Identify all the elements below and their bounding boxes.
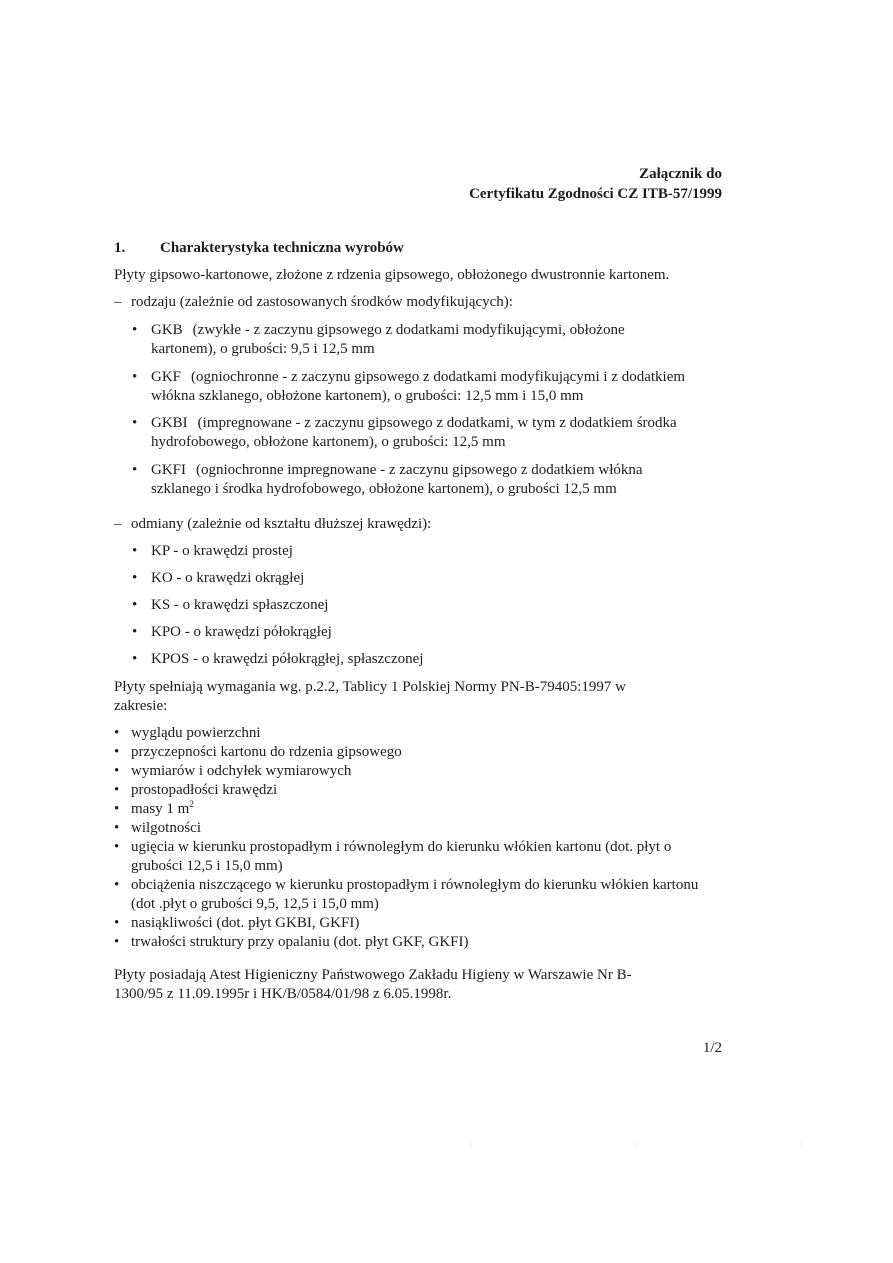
requirement-text: obciążenia niszczącego w kierunku prostopadłym i równoległym do kierunku włókien kartonu (dot .płyt o grubości 9,5, 12,5 i 15,0 mm) [131, 877, 699, 912]
variants-heading-text: odmiany (zależnie od kształtu dłuższej krawędzi): [131, 516, 432, 532]
bullet-icon: • [114, 725, 120, 741]
section-heading [114, 239, 404, 258]
requirement-text: wymiarów i odchyłek wymiarowych [131, 763, 352, 779]
variant-text: KPO - o krawędzi półokrągłej [151, 624, 332, 640]
requirement-text: wyglądu powierzchni [131, 725, 261, 741]
bullet-icon: • [114, 782, 120, 798]
bullet-icon: • [132, 369, 138, 385]
variant-item [132, 623, 727, 642]
requirement-item [114, 876, 724, 914]
section-title: Charakterystyka techniczna wyrobów [160, 240, 404, 256]
variant-item [132, 596, 727, 615]
variant-text: KP - o krawędzi prostej [151, 543, 293, 559]
type-code: GKFI [151, 462, 187, 478]
bullet-icon: • [132, 624, 138, 640]
requirement-text: masy 1 m [131, 801, 190, 817]
requirement-text: wilgotności [131, 820, 201, 836]
bullet-icon: • [114, 763, 120, 779]
requirement-text: przyczepności kartonu do rdzenia gipsowego [131, 744, 402, 760]
requirement-item [114, 781, 724, 800]
requirement-item [114, 800, 724, 819]
type-code: GKF [151, 369, 182, 385]
bullet-icon: • [132, 570, 138, 586]
variant-item [132, 650, 727, 669]
bullet-icon: • [114, 744, 120, 760]
variant-item [132, 569, 727, 588]
variant-text: KO - o krawędzi okrągłej [151, 570, 305, 586]
bullet-icon: • [132, 322, 138, 338]
bullet-icon: • [114, 820, 120, 836]
requirement-text: ugięcia w kierunku prostopadłym i równoległym do kierunku włókien kartonu (dot. płyt o grubości 12,5 i 15,0 mm) [131, 839, 672, 874]
bullet-icon: • [114, 934, 120, 950]
requirement-item [114, 933, 724, 952]
type-description: (ogniochronne - z zaczynu gipsowego z dodatkami modyfikującymi i z dodatkiem włókna szklanego, obłożone kartonem), o grubości: 12,5 mm i 15,0 mm [151, 369, 686, 404]
bullet-icon: • [114, 915, 120, 931]
requirement-text: prostopadłości krawędzi [131, 782, 278, 798]
requirement-item [114, 724, 724, 743]
variant-item [132, 542, 727, 561]
bullet-icon: • [132, 597, 138, 613]
type-code: GKB [151, 322, 183, 338]
bullet-icon: • [132, 651, 138, 667]
requirement-item [114, 743, 724, 762]
variants-heading [114, 515, 431, 534]
bullet-icon: • [132, 415, 138, 431]
variant-text: KPOS - o krawędzi półokrągłej, spłaszczonej [151, 651, 424, 667]
type-description: (ogniochronne impregnowane - z zaczynu gipsowego z dodatkiem włókna szklanego i środka hydrofobowego, obłożone kartonem), o grubości 12,5 mm [151, 462, 643, 497]
scan-specks: · · · [470, 1140, 882, 1149]
type-description: (impregnowane - z zaczynu gipsowego z dodatkami, w tym z dodatkiem środka hydrofobowego, obłożone kartonem), o grubości: 12,5 mm [151, 415, 677, 450]
requirements-intro: Płyty spełniają wymagania wg. p.2.2, Tablicy 1 Polskiej Normy PN-B-79405:1997 w zakresie: [114, 679, 626, 714]
type-item [132, 461, 702, 499]
attachment-header [469, 164, 722, 204]
bullet-icon: • [114, 801, 120, 817]
type-code: GKBI [151, 415, 188, 431]
requirement-item [114, 914, 724, 933]
type-item [132, 414, 732, 452]
superscript-two: 2 [189, 799, 194, 809]
type-description: (zwykłe - z zaczynu gipsowego z dodatkami modyfikującymi, obłożone kartonem), o grubości: 9,5 i 12,5 mm [151, 322, 625, 357]
requirement-text: nasiąkliwości (dot. płyt GKBI, GKFI) [131, 915, 360, 931]
type-item [132, 368, 702, 406]
intro-paragraph: Płyty gipsowo-kartonowe, złożone z rdzenia gipsowego, obłożonego dwustronnie kartonem. [114, 267, 670, 283]
requirement-text: trwałości struktury przy opalaniu (dot. płyt GKF, GKFI) [131, 934, 469, 950]
page-number: 1/2 [702, 1040, 722, 1056]
type-item [132, 321, 692, 359]
requirement-item [114, 819, 724, 838]
variant-text: KS - o krawędzi spłaszczonej [151, 597, 329, 613]
requirement-item [114, 838, 724, 876]
section-number: 1. [114, 240, 126, 256]
certificate-reference: Certyfikatu Zgodności CZ ITB-57/1999 [469, 186, 722, 202]
types-heading [114, 293, 513, 312]
types-heading-text: rodzaju (zależnie od zastosowanych środków modyfikujących): [131, 294, 513, 310]
bullet-icon: • [132, 543, 138, 559]
hygiene-certificate-paragraph: Płyty posiadają Atest Higieniczny Państwowego Zakładu Higieny w Warszawie Nr B-1300/95 z 11.09.1995r i HK/B/0584/01/98 z 6.05.1998r. [114, 967, 632, 1002]
bullet-icon: • [114, 877, 120, 893]
requirement-item [114, 762, 724, 781]
attachment-label: Załącznik do [639, 166, 722, 182]
bullet-icon: • [132, 462, 138, 478]
requirements-list [114, 724, 724, 952]
dash-marker: – [114, 294, 122, 310]
bullet-icon: • [114, 839, 120, 855]
dash-marker: – [114, 516, 122, 532]
